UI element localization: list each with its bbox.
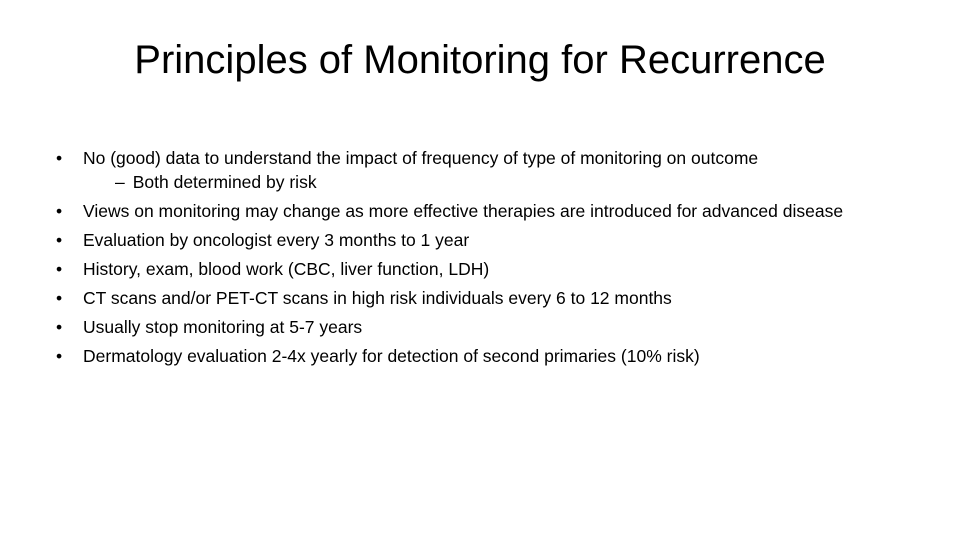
bullet-text: Dermatology evaluation 2-4x yearly for detection of second primaries (10% risk) — [83, 346, 700, 366]
bullet-text: Views on monitoring may change as more effective therapies are introduced for advanced disease — [83, 201, 844, 221]
bullet-dot-icon: • — [56, 346, 63, 366]
bullet-text: History, exam, blood work (CBC, liver function, LDH) — [83, 259, 490, 279]
bullet-dot-icon: • — [56, 148, 63, 168]
sub-bullet-text: Both determined by risk — [132, 172, 317, 192]
bullet-item — [56, 146, 906, 194]
bullet-text: No (good) data to understand the impact of frequency of type of monitoring on outcome — [83, 148, 759, 168]
bullet-item — [56, 199, 906, 223]
bullet-dot-icon: • — [56, 288, 63, 308]
slide-title: Principles of Monitoring for Recurrence — [134, 38, 826, 82]
bullet-text: Evaluation by oncologist every 3 months to 1 year — [83, 230, 470, 250]
bullet-dot-icon: • — [56, 317, 63, 337]
bullet-item — [56, 344, 906, 368]
sub-bullet-item — [83, 170, 906, 194]
bullet-text: Usually stop monitoring at 5-7 years — [83, 317, 363, 337]
bullet-item — [56, 315, 906, 339]
bullet-item — [56, 257, 906, 281]
bullet-item — [56, 286, 906, 310]
bullet-dot-icon: • — [56, 201, 63, 221]
bullet-dot-icon: • — [56, 230, 63, 250]
sub-bullet-dash-icon: – — [115, 172, 125, 192]
bullet-list — [56, 146, 906, 373]
bullet-dot-icon: • — [56, 259, 63, 279]
bullet-item — [56, 228, 906, 252]
bullet-text: CT scans and/or PET-CT scans in high risk individuals every 6 to 12 months — [83, 288, 672, 308]
